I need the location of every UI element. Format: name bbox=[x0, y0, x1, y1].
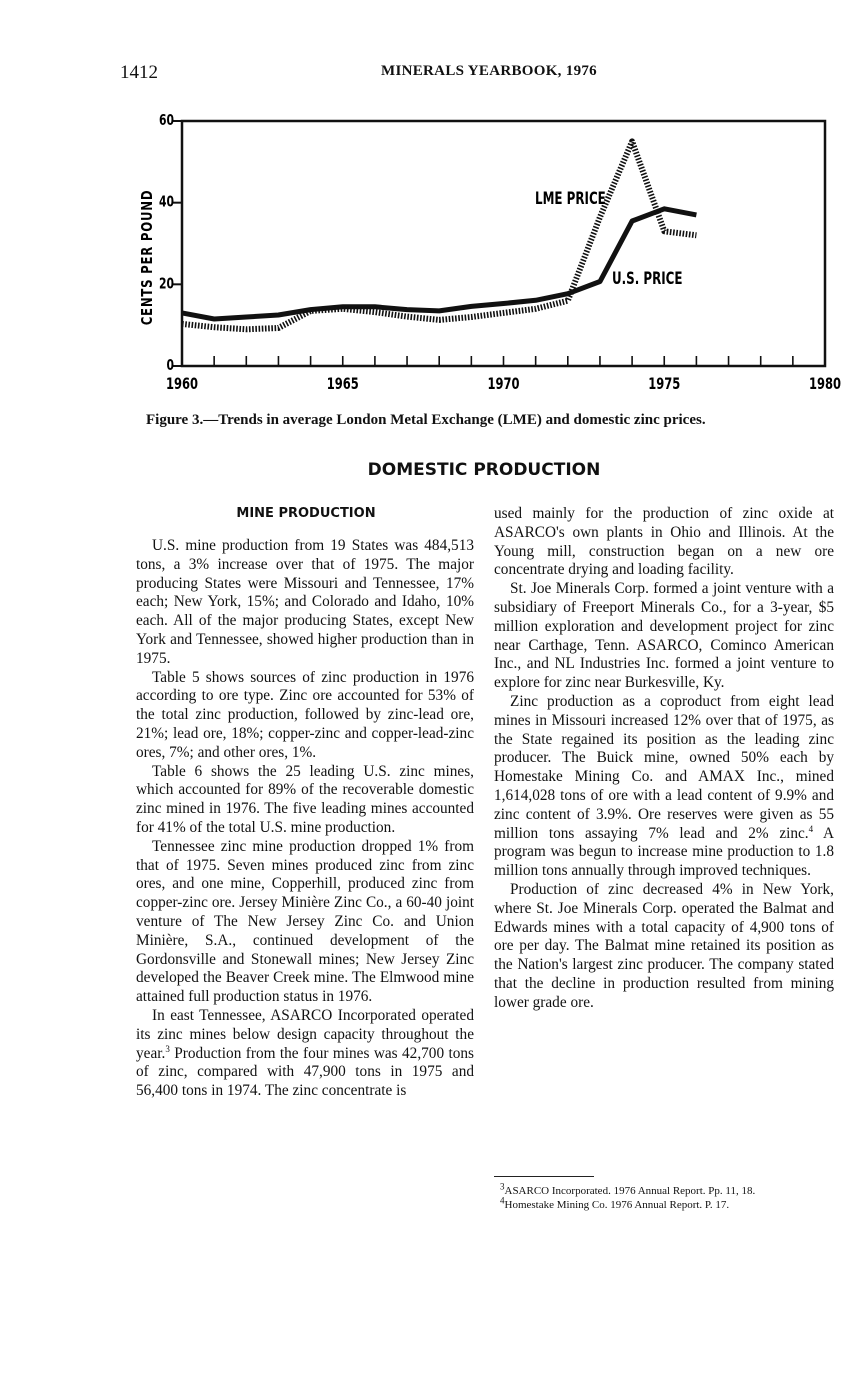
x-tick-label: 1980 bbox=[808, 375, 842, 394]
zinc-price-chart bbox=[0, 0, 868, 400]
x-tick-label: 1970 bbox=[487, 375, 520, 394]
paragraph: U.S. mine production from 19 States was 484,513 tons, a 3% increase over that of 1975. The major producing States were Missouri and Tennessee, 17% each; New York, 15%; and Colorado and Idaho, 10% each. All of the major producing States, except New York and Tennessee, showed higher production than in 1975. bbox=[136, 537, 474, 667]
right-column bbox=[494, 505, 834, 1013]
paragraph: Table 5 shows sources of zinc production in 1976 according to ore type. Zinc ore accounted for 53% of the total zinc production, followed by zinc-lead ore, 21%; lead ore, 18%; copper-zinc and copper-lead-zinc ores, 7%; and other ores, 1%. bbox=[136, 668, 474, 761]
paragraph-text: In east Tennessee, ASARCO Incorporated operated its zinc mines below design capacity throughout the year. bbox=[136, 1006, 474, 1062]
lme-price-label: LME PRICE bbox=[535, 188, 606, 209]
y-tick-label: 20 bbox=[158, 275, 175, 293]
y-axis-title: CENTS PER POUND bbox=[139, 189, 157, 326]
paragraph: Production of zinc decreased 4% in New York, where St. Joe Minerals Corp. operated the Balmat and Edwards mines with a total capacity of 4,900 tons of ore per day. The Balmat mine retained its position as the Nation's largest zinc producer. The company stated that the decline in production resulted from mining lower grade ore. bbox=[494, 880, 834, 1011]
left-column bbox=[136, 537, 474, 1101]
us-price-label: U.S. PRICE bbox=[612, 268, 683, 289]
figure-caption: Figure 3.—Trends in average London Metal Exchange (LME) and domestic zinc prices. bbox=[146, 412, 706, 428]
y-tick-label: 40 bbox=[158, 194, 175, 212]
footnote bbox=[500, 1181, 840, 1199]
footnote-ref: 3 bbox=[165, 1043, 170, 1054]
x-tick-label: 1965 bbox=[326, 375, 359, 394]
x-tick-label: 1960 bbox=[165, 375, 199, 394]
footnote-text: ASARCO Incorporated. 1976 Annual Report. Pp. 11, 18. bbox=[504, 1185, 756, 1197]
footnote bbox=[500, 1194, 840, 1213]
paragraph: used mainly for the production of zinc oxide at ASARCO's own plants in Ohio and Illinois. At the Young mill, construction began on a new ore concentrate drying and loading facility. bbox=[494, 505, 834, 579]
running-title: MINERALS YEARBOOK, 1976 bbox=[381, 63, 597, 79]
paragraph bbox=[136, 1007, 474, 1101]
subsection-title: MINE PRODUCTION bbox=[236, 506, 376, 521]
paragraph: Tennessee zinc mine production dropped 1% from that of 1975. Seven mines produced zinc from zinc ores, and one mine, Copperhill, produced zinc from copper-zinc ore. Jersey Minière Zinc Co., a 60-40 joint venture of The New Jersey Zinc Co. and Union Minière, S.A., continued development of the Gordonsville and Stonewall mines; New Jersey Zinc developed the Beaver Creek mine. The Elmwood mine attained full production status in 1976. bbox=[136, 837, 474, 1006]
paragraph-text: A program was begun to increase mine production to 1.8 million tons annually through improved techniques. bbox=[494, 824, 835, 880]
y-tick-label: 60 bbox=[158, 112, 175, 130]
footnotes bbox=[500, 1181, 840, 1212]
paragraph bbox=[494, 693, 834, 881]
footnote-ref: 4 bbox=[808, 823, 814, 834]
paragraph: Table 6 shows the 25 leading U.S. zinc mines, which accounted for 89% of the recoverable domestic zinc mined in 1976. The five leading mines accounted for 41% of the total U.S. mine production. bbox=[136, 762, 474, 836]
paragraph-text: Zinc production as a coproduct from eight lead mines in Missouri increased 12% over that of 1975, as the State regained its position as the leading zinc producer. The Buick mine, owned 50% each by Homestake Mining Co. and AMAX Inc., mined 1,614,028 tons of ore with a lead content of 9.9% and zinc content of 3.9%. Ore reserves were given as 55 million tons assaying 7% lead and 2% zinc. bbox=[494, 692, 834, 842]
paragraph-text: Production from the four mines was 42,700 tons of zinc, compared with 47,900 tons in 1975 and 56,400 tons in 1974. The zinc concentrate is bbox=[136, 1044, 474, 1100]
page-number: 1412 bbox=[120, 62, 158, 83]
footnote-text: Homestake Mining Co. 1976 Annual Report. P. 17. bbox=[504, 1198, 730, 1211]
paragraph: St. Joe Minerals Corp. formed a joint venture with a subsidiary of Freeport Minerals Co., for a 3-year, $5 million exploration and development project for zinc near Carthage, Tenn. ASARCO, Cominco American Inc., and NL Industries Inc. formed a joint venture to explore for zinc near Burkesville, Ky. bbox=[494, 580, 834, 692]
series-line-lme-price bbox=[182, 141, 696, 329]
footnote-divider bbox=[494, 1176, 594, 1177]
footnote-mark: 3 bbox=[500, 1181, 505, 1192]
section-title: DOMESTIC PRODUCTION bbox=[367, 460, 601, 480]
y-tick-label: 0 bbox=[166, 357, 175, 375]
x-tick-label: 1975 bbox=[648, 375, 681, 394]
footnote-mark: 4 bbox=[500, 1194, 505, 1205]
series-line-u-s-price bbox=[182, 209, 696, 319]
